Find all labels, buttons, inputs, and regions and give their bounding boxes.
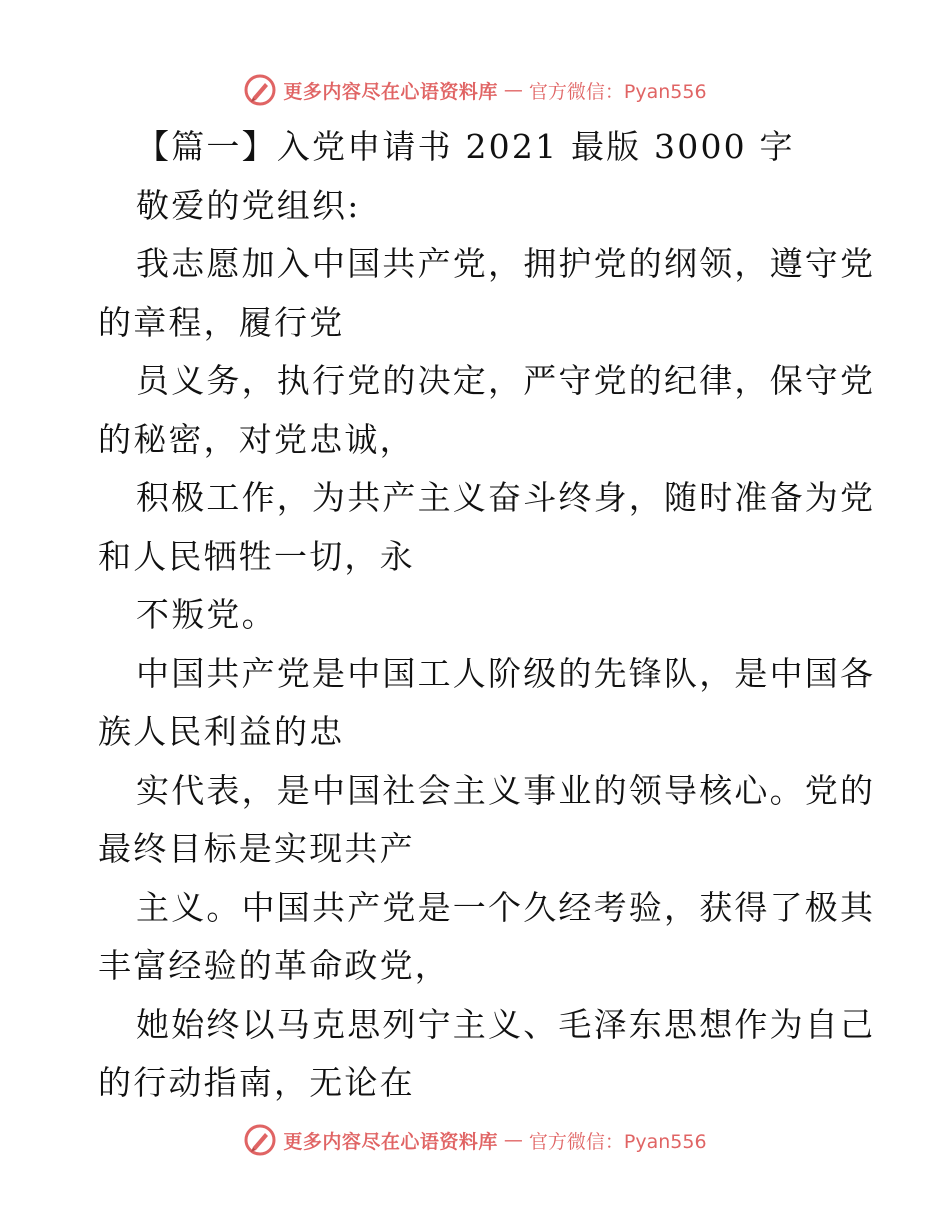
text-line: 敬爱的党组织: [136, 185, 361, 225]
watermark-brand: 更多内容尽在心语资料库 [283, 1130, 498, 1153]
watermark-separator: — [503, 79, 523, 101]
text-line: 不叛党。 [136, 595, 277, 634]
text-line: 中国共产党是中国工人阶级的先锋队，是中国各 [136, 653, 876, 693]
text-line: 的章程，履行党 [98, 302, 345, 342]
watermark-wechat: 官方微信：Pyan556 [528, 1130, 707, 1153]
footer-watermark [0, 1120, 950, 1160]
pen-logo-icon [243, 73, 277, 107]
pen-logo-icon [243, 1123, 277, 1157]
text-line: 实代表，是中国社会主义事业的领导核心。党的 [136, 770, 876, 810]
text-line: 最终目标是实现共产 [98, 829, 415, 868]
document-title: 【篇一】入党申请书 2021 最版 3000 字 [136, 127, 795, 166]
text-line: 员义务，执行党的决定，严守党的纪律，保守党 [136, 361, 876, 400]
watermark-wechat: 官方微信：Pyan556 [528, 80, 707, 103]
watermark-separator: — [503, 1129, 523, 1151]
text-line: 我志愿加入中国共产党，拥护党的纲领，遵守党 [136, 244, 876, 283]
text-line: 和人民牺牲一切，永 [98, 536, 415, 576]
text-line: 族人民利益的忠 [98, 712, 345, 751]
text-line: 积极工作，为共产主义奋斗终身，随时准备为党 [136, 478, 876, 517]
text-line: 丰富经验的革命政党， [98, 946, 450, 985]
text-line: 她始终以马克思列宁主义、毛泽东思想作为自己 [136, 1004, 876, 1044]
text-line: 的行动指南，无论在 [98, 1063, 415, 1102]
watermark-brand: 更多内容尽在心语资料库 [283, 80, 498, 103]
text-line: 主义。中国共产党是一个久经考验，获得了极其 [136, 887, 876, 927]
document-body [98, 118, 876, 1113]
header-watermark [0, 70, 950, 110]
text-line: 的秘密，对党忠诚， [98, 419, 415, 459]
